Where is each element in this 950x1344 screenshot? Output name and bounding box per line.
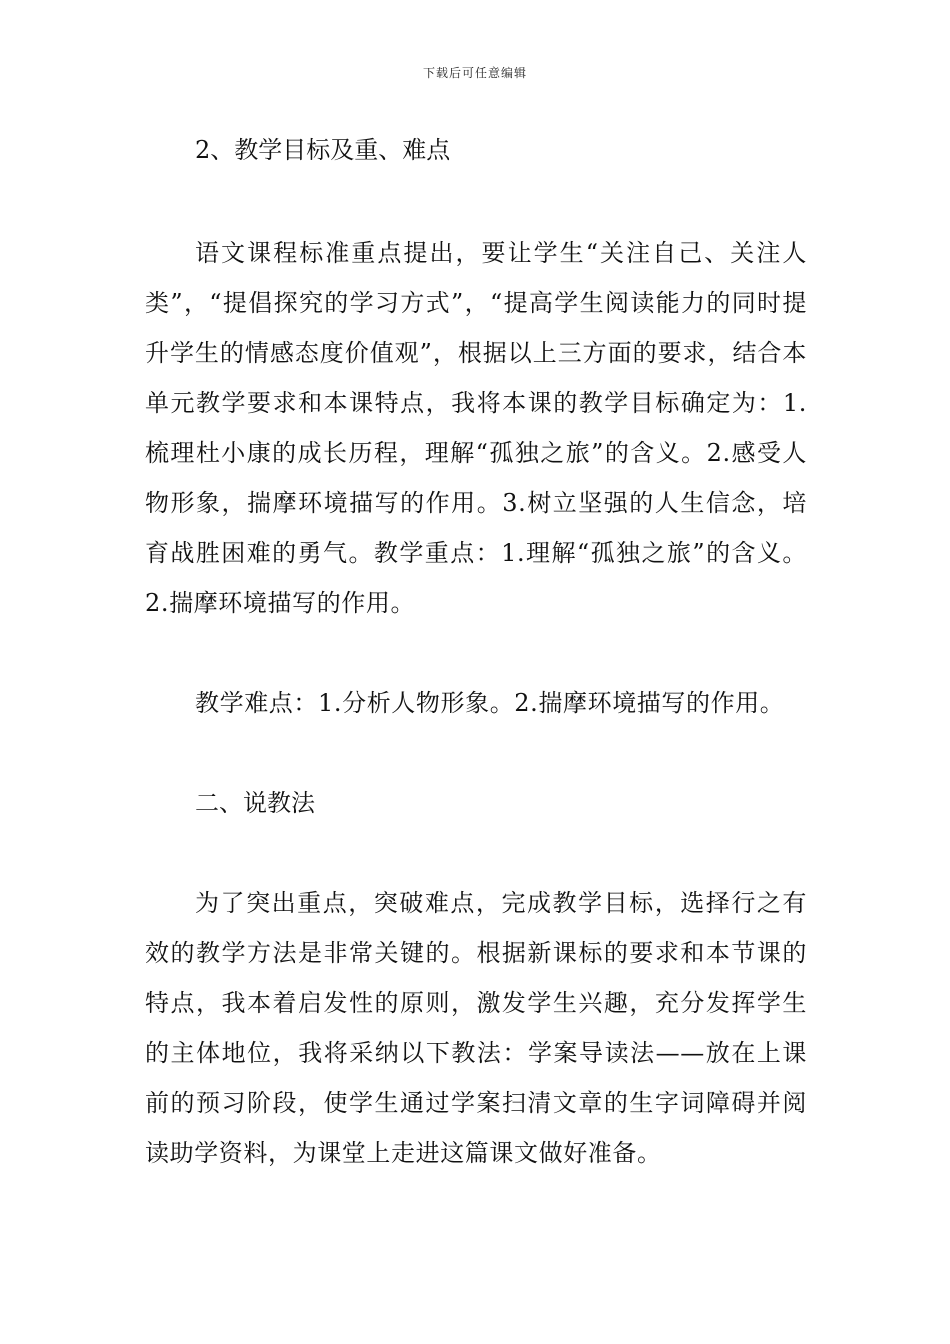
section-heading-method: 二、说教法 [195,789,315,817]
paragraph-difficulties: 教学难点：1.分析人物形象。2.揣摩环境描写的作用。 [195,689,785,717]
paragraph-method: 为了突出重点，突破难点，完成教学目标，选择行之有效的教学方法是非常关键的。根据新课标的要求和本节课的特点，我本着启发性的原则，激发学生兴趣，充分发挥学生的主体地位，我将采纳以下教法：学案导读法——放在上课前的预习阶段，使学生通过学案扫清文章的生字词障碍并阅读助学资料，为课堂上走进这篇课文做好准备。 [145,889,807,1167]
spacer [145,174,807,228]
spacer [145,828,807,878]
paragraph-goals: 语文课程标准重点提出，要让学生“关注自己、关注人类”，“提倡探究的学习方式”，“提高学生阅读能力的同时提升学生的情感态度价值观”，根据以上三方面的要求，结合本单元教学要求和本课特点，我将本课的教学目标确定为：1.梳理杜小康的成长历程，理解“孤独之旅”的含义。2.感受人物形象，揣摩环境描写的作用。3.树立坚强的人生信念，培育战胜困难的勇气。教学重点：1.理解“孤独之旅”的含义。2.揣摩环境描写的作用。 [145,239,807,617]
page-header-note: 下载后可任意编辑 [422,66,527,80]
section-heading-goals: 2、教学目标及重、难点 [195,136,451,164]
spacer [145,628,807,678]
document-body [145,126,807,1178]
spacer [145,728,807,778]
